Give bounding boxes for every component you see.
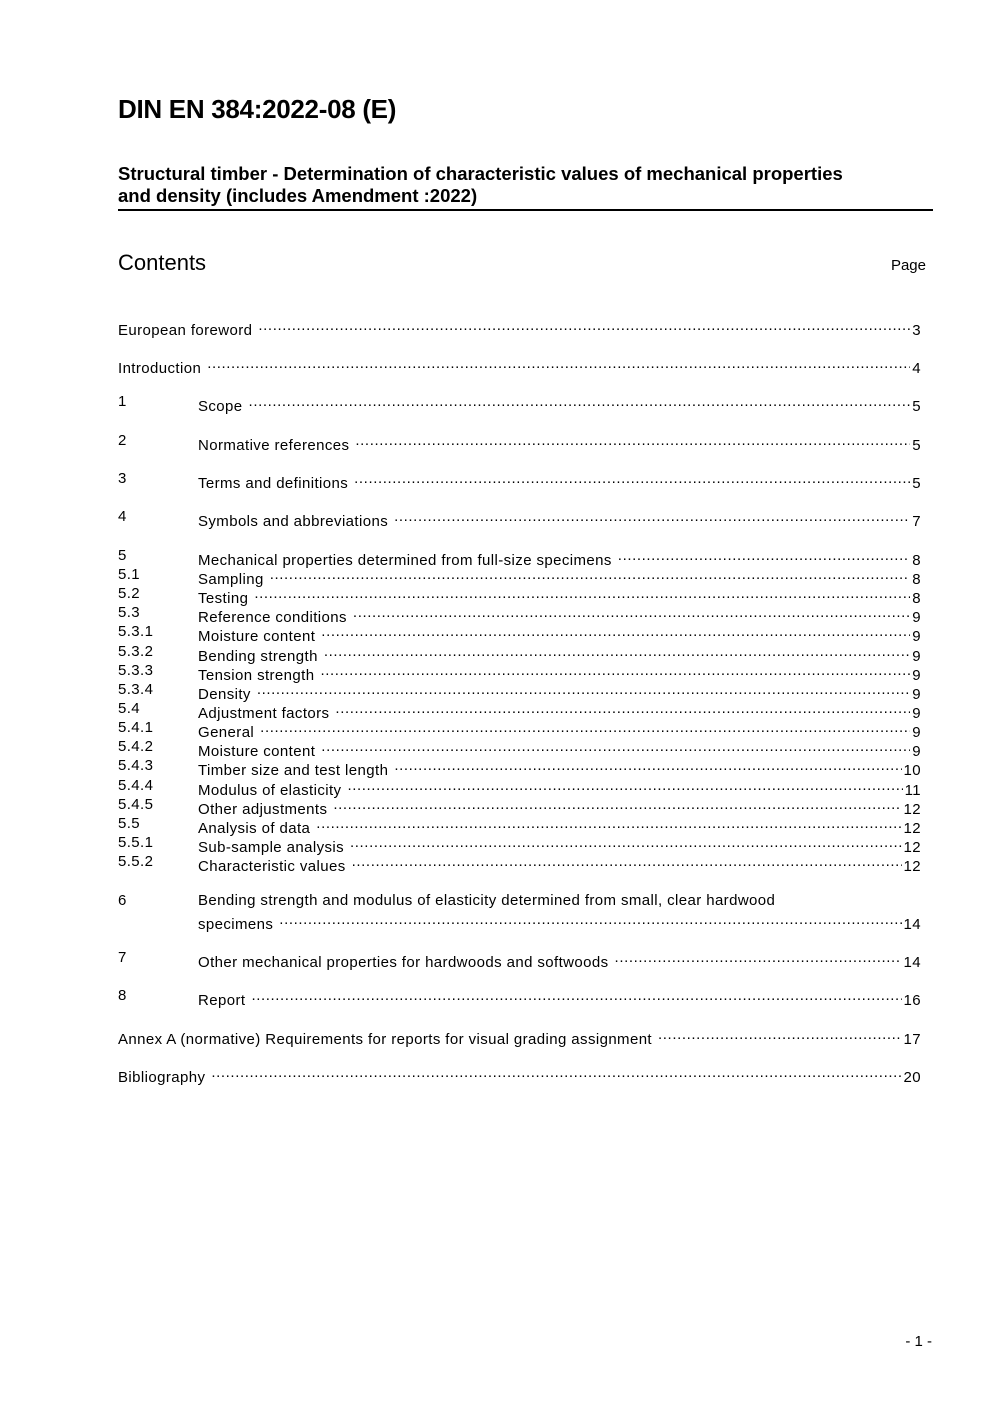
toc-page: 9 xyxy=(912,686,921,703)
toc-title: Moisture content xyxy=(198,628,316,645)
toc-page: 8 xyxy=(912,571,921,588)
toc-page: 11 xyxy=(904,782,921,799)
toc-title: Characteristic values xyxy=(198,858,346,875)
page-number: - 1 - xyxy=(905,1333,932,1350)
toc-page: 3 xyxy=(912,322,921,339)
toc-title: European foreword xyxy=(118,322,253,339)
toc-number: 6 xyxy=(118,892,127,909)
toc-number: 5.3 xyxy=(118,604,141,621)
toc-title: Reference conditions xyxy=(198,609,347,626)
toc-number: 7 xyxy=(118,949,127,966)
toc-title: Other adjustments xyxy=(198,801,328,818)
toc-title: Moisture content xyxy=(198,743,316,760)
toc-title: Normative references xyxy=(198,437,350,454)
toc-title: Report xyxy=(198,992,246,1009)
toc-title: Tension strength xyxy=(198,667,315,684)
toc-number: 5.2 xyxy=(118,585,141,602)
toc-page: 5 xyxy=(912,475,921,492)
toc-number: 5.4.1 xyxy=(118,719,154,736)
toc-number: 5.5.1 xyxy=(118,834,154,851)
toc-title: Testing xyxy=(198,590,249,607)
toc-title: Other mechanical properties for hardwoods and softwoods xyxy=(198,954,609,971)
toc-title: Bending strength xyxy=(198,648,318,665)
toc-number: 8 xyxy=(118,987,127,1004)
toc-number: 5.3.4 xyxy=(118,681,154,698)
toc-page: 16 xyxy=(903,992,921,1009)
toc-title: General xyxy=(198,724,255,741)
toc-title: Sampling xyxy=(198,571,264,588)
toc-title: Timber size and test length xyxy=(198,762,389,779)
toc-page: 9 xyxy=(912,648,921,665)
toc-page: 14 xyxy=(903,954,921,971)
toc-page: 10 xyxy=(903,762,921,779)
document-subtitle-line1: Structural timber - Determination of characteristic values of mechanical properties xyxy=(118,163,843,184)
toc-number: 5.3.3 xyxy=(118,662,154,679)
toc-number: 5.4.5 xyxy=(118,796,154,813)
toc-title: Sub-sample analysis xyxy=(198,839,344,856)
toc-page: 12 xyxy=(903,858,921,875)
toc-number: 5.5 xyxy=(118,815,141,832)
toc-number: 5.4.2 xyxy=(118,738,154,755)
toc-page: 9 xyxy=(912,743,921,760)
toc-title: specimens xyxy=(198,916,274,933)
toc-page: 5 xyxy=(912,398,921,415)
toc-page: 8 xyxy=(912,552,921,569)
toc-page: 9 xyxy=(912,724,921,741)
toc-page: 14 xyxy=(903,916,921,933)
toc-title: Density xyxy=(198,686,251,703)
toc-title: Adjustment factors xyxy=(198,705,330,722)
toc-title: Mechanical properties determined from full-size specimens xyxy=(198,552,612,569)
toc-number: 4 xyxy=(118,508,127,525)
toc-page: 12 xyxy=(903,801,921,818)
document-subtitle-line2: and density (includes Amendment :2022) xyxy=(118,185,478,206)
toc-number: 5.5.2 xyxy=(118,853,154,870)
toc-page: 9 xyxy=(912,609,921,626)
toc-page: 20 xyxy=(903,1069,921,1086)
toc-page: 4 xyxy=(912,360,921,377)
toc-number: 5.4 xyxy=(118,700,141,717)
toc-page: 9 xyxy=(912,628,921,645)
toc-title-line1: Bending strength and modulus of elasticity determined from small, clear hardwood xyxy=(198,892,776,909)
toc-title: Symbols and abbreviations xyxy=(198,513,389,530)
toc-page: 7 xyxy=(912,513,921,530)
toc-title: Analysis of data xyxy=(198,820,311,837)
toc-number: 5.4.3 xyxy=(118,757,154,774)
toc-title: Modulus of elasticity xyxy=(198,782,342,799)
toc-number: 2 xyxy=(118,432,127,449)
document-id: DIN EN 384:2022-08 (E) xyxy=(118,94,397,124)
toc-page: 12 xyxy=(903,839,921,856)
contents-heading: Contents xyxy=(118,250,207,275)
toc-number: 5 xyxy=(118,547,127,564)
toc-page: 9 xyxy=(912,667,921,684)
page-column-heading: Page xyxy=(890,257,926,274)
toc-title: Terms and definitions xyxy=(198,475,349,492)
toc-page: 12 xyxy=(903,820,921,837)
toc-page: 8 xyxy=(912,590,921,607)
toc-page: 5 xyxy=(912,437,921,454)
toc-page: 17 xyxy=(903,1031,921,1048)
toc-page: 9 xyxy=(912,705,921,722)
document-subtitle xyxy=(118,163,933,211)
toc-title: Annex A (normative) Requirements for reports for visual grading assignment xyxy=(118,1031,653,1048)
toc-number: 5.3.1 xyxy=(118,623,154,640)
toc-title: Introduction xyxy=(118,360,202,377)
toc-number: 5.3.2 xyxy=(118,643,154,660)
toc-number: 5.1 xyxy=(118,566,141,583)
toc-title: Scope xyxy=(198,398,243,415)
toc-title: Bibliography xyxy=(118,1069,206,1086)
toc-number: 5.4.4 xyxy=(118,777,154,794)
toc-number: 1 xyxy=(118,393,127,410)
toc-number: 3 xyxy=(118,470,127,487)
